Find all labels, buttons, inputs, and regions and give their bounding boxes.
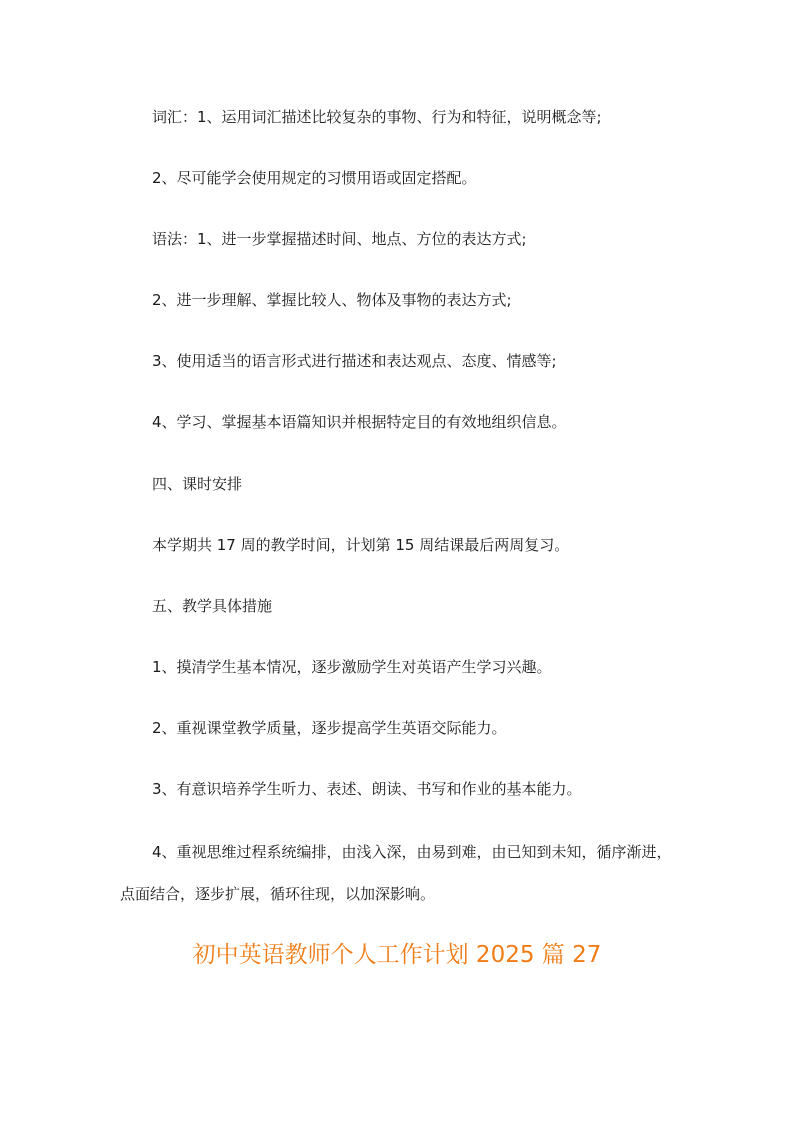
paragraph-grammar-2: 2、进一步理解、掌握比较人、物体及事物的表达方式;: [152, 291, 512, 309]
measure-item-1: 1、摸清学生基本情况，逐步激励学生对英语产生学习兴趣。: [152, 658, 552, 676]
vocabulary-paragraph: 词汇：1、运用词汇描述比较复杂的事物、行为和特征，说明概念等;: [152, 108, 602, 126]
grammar-paragraph: 语法：1、进一步掌握描述时间、地点、方位的表达方式;: [152, 230, 527, 248]
section-heading-schedule: 四、课时安排: [152, 475, 243, 493]
paragraph-grammar-4: 4、学习、掌握基本语篇知识并根据特定目的有效地组织信息。: [152, 413, 567, 431]
measure-item-4: 4、重视思维过程系统编排，由浅入深，由易到难，由已知到未知，循序渐进，点面结合，逐步扩展，循环往现，以加深影响。: [120, 843, 672, 903]
paragraph-grammar-3: 3、使用适当的语言形式进行描述和表达观点、态度、情感等;: [152, 352, 557, 370]
section-heading-measures: 五、教学具体措施: [152, 597, 273, 615]
measure-item-2: 2、重视课堂教学质量，逐步提高学生英语交际能力。: [152, 719, 507, 737]
paragraph-vocabulary-2: 2、尽可能学会使用规定的习惯用语或固定搭配。: [152, 169, 477, 187]
measure-item-3: 3、有意识培养学生听力、表述、朗读、书写和作业的基本能力。: [152, 780, 582, 798]
document-title: 初中英语教师个人工作计划 2025 篇 27: [192, 942, 602, 968]
schedule-paragraph: 本学期共 17 周的教学时间，计划第 15 周结课最后两周复习。: [152, 536, 570, 554]
